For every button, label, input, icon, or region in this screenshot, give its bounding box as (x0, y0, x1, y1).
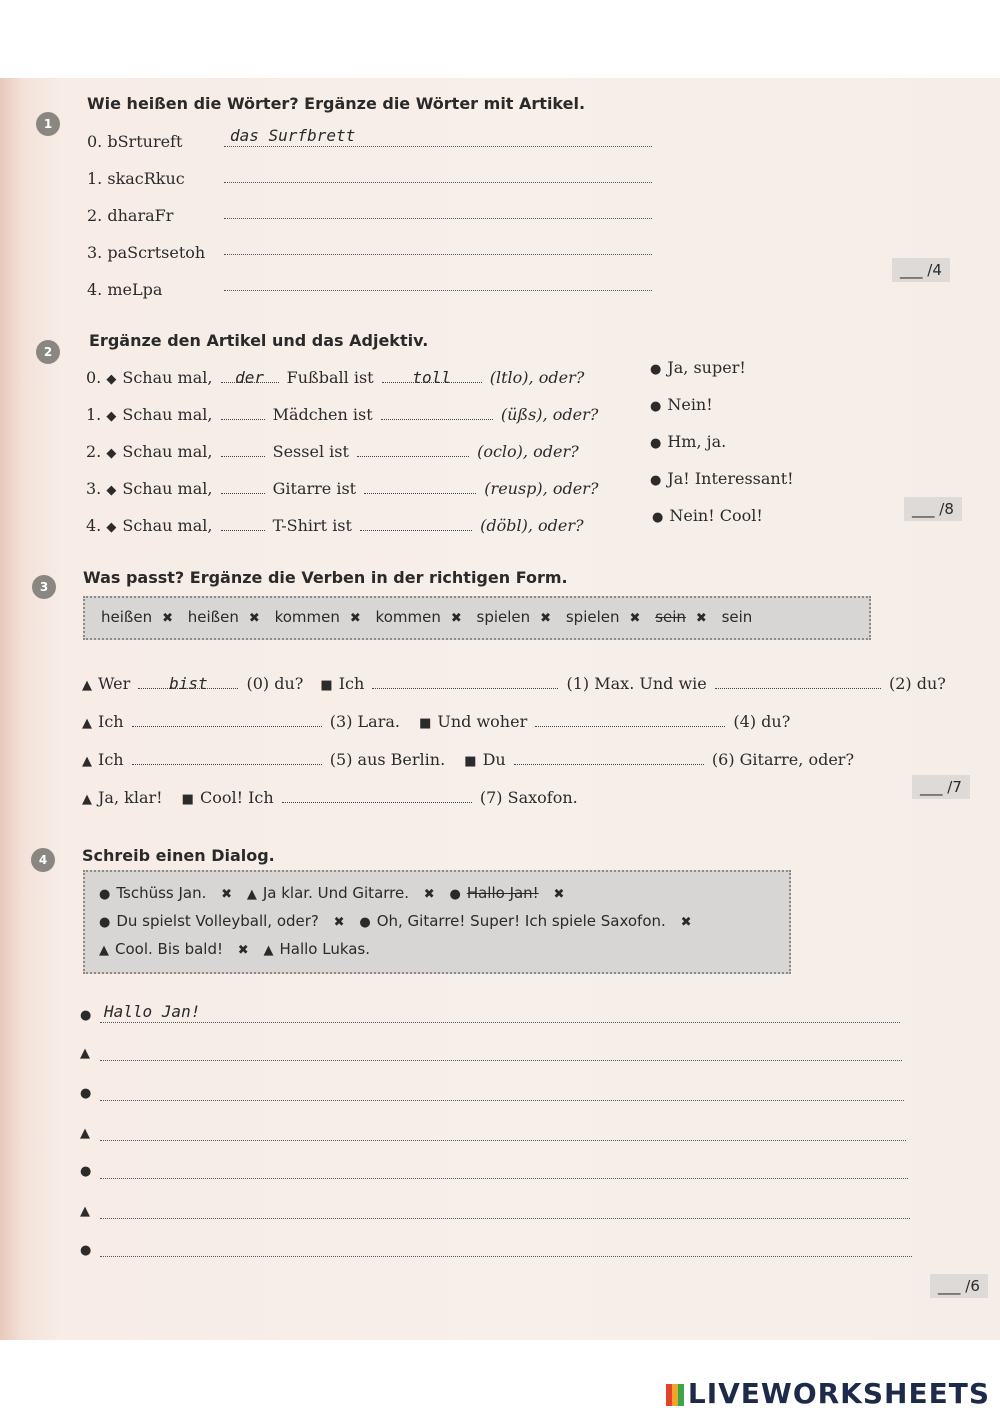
triangle-icon: ▲ (82, 792, 92, 807)
ex3-ich-3: Ich (98, 712, 124, 731)
ex3-word-7: sein (721, 608, 753, 626)
circle-icon: ● (99, 887, 111, 902)
ex1-answer-line-4[interactable] (224, 290, 652, 291)
ex2-article-4[interactable] (221, 516, 265, 531)
ex3-label-3: (3) Lara. (329, 712, 400, 731)
ex3-answer-4[interactable] (535, 712, 725, 727)
circle-icon: ● (359, 915, 371, 930)
ex4-box-row-1 (99, 884, 574, 902)
circle-icon: ● (449, 887, 461, 902)
ex3-answer-7[interactable] (282, 788, 472, 803)
ex2-article-1[interactable] (221, 405, 265, 420)
circle-icon: ● (80, 1243, 92, 1258)
ex2-adjective-4[interactable] (360, 516, 472, 531)
circle-icon: ● (80, 1086, 92, 1101)
ex3-answer-1[interactable] (372, 674, 558, 689)
square-icon: ■ (464, 754, 477, 769)
ex3-label-5: (5) aus Berlin. (329, 750, 446, 769)
ex2-adjective-0[interactable]: toll (382, 368, 482, 383)
ex1-answer-line-3[interactable] (224, 254, 652, 255)
triangle-icon: ▲ (246, 887, 257, 902)
ex2-adjective-1[interactable] (381, 405, 493, 420)
ex2-row-0-hint: (ltlo), oder? (489, 368, 585, 387)
ex4-phrase-gitarre-super: Oh, Gitarre! Super! Ich spiele Saxofon. (376, 912, 666, 930)
circle-icon: ● (650, 399, 662, 414)
exercise-4-title: Schreib einen Dialog. (82, 846, 275, 865)
ex2-row-4-no: 4. (86, 516, 102, 535)
ex2-row-3-hint: (reusp), oder? (484, 479, 599, 498)
ex3-label-7: (7) Saxofon. (479, 788, 578, 807)
ex3-word-0: heißen (101, 608, 153, 626)
cross-icon: ✖ (450, 611, 462, 626)
ex2-row-3-no: 3. (86, 479, 102, 498)
diamond-icon: ◆ (106, 372, 117, 387)
ex2-adjective-3[interactable] (364, 479, 476, 494)
ex4-phrase-ja-klar: Ja klar. Und Gitarre. (262, 884, 409, 902)
cross-icon: ✖ (221, 887, 233, 902)
ex2-reply-2-text: Hm, ja. (667, 432, 727, 451)
ex2-row-3 (86, 479, 598, 498)
ex3-word-3: kommen (375, 608, 441, 626)
ex3-score: ___ /7 (912, 775, 970, 799)
exercise-2-number: 2 (36, 340, 60, 364)
ex2-reply-4 (652, 506, 763, 525)
ex4-phrase-box (83, 870, 791, 974)
diamond-icon: ◆ (106, 409, 117, 424)
liveworksheets-logo (666, 1377, 990, 1410)
ex2-row-0-no: 0. (86, 368, 102, 387)
triangle-icon: ▲ (80, 1204, 90, 1219)
ex2-adjective-2[interactable] (357, 442, 469, 457)
ex3-answer-6[interactable] (514, 750, 704, 765)
ex3-word-5: spielen (565, 608, 620, 626)
ex1-word-1: 1. skacRkuc (87, 169, 185, 188)
ex2-row-2-noun: Sessel ist (272, 442, 349, 461)
ex1-word-2: 2. dharaFr (87, 206, 174, 225)
cross-icon: ✖ (540, 611, 552, 626)
circle-icon: ● (650, 436, 662, 451)
ex2-reply-4-text: Nein! Cool! (669, 506, 763, 525)
square-icon: ■ (181, 792, 194, 807)
ex2-reply-3 (650, 469, 794, 488)
diamond-icon: ◆ (106, 520, 117, 535)
exercise-3-number: 3 (32, 575, 56, 599)
ex3-line-4 (82, 788, 578, 807)
ex1-word-0: 0. bSrtureft (87, 132, 183, 151)
worksheet-page (0, 78, 1000, 1340)
ex2-row-4-pre: Schau mal, (122, 516, 213, 535)
ex3-answer-2[interactable] (715, 674, 881, 689)
ex4-dialog-line-5[interactable] (100, 1178, 908, 1179)
triangle-icon: ▲ (82, 754, 92, 769)
triangle-icon: ▲ (82, 716, 92, 731)
ex3-answer-5[interactable] (132, 750, 322, 765)
diamond-icon: ◆ (106, 446, 117, 461)
ex2-reply-3-text: Ja! Interessant! (667, 469, 794, 488)
ex2-row-0-noun: Fußball ist (286, 368, 374, 387)
ex3-answer-0[interactable]: bist (138, 674, 238, 689)
ex2-score: ___ /8 (904, 497, 962, 521)
ex2-row-0 (86, 368, 584, 387)
ex4-score: ___ /6 (930, 1274, 988, 1298)
ex2-row-3-noun: Gitarre ist (272, 479, 357, 498)
circle-icon: ● (99, 915, 111, 930)
ex4-phrase-tschuess: Tschüss Jan. (116, 884, 207, 902)
ex2-row-1-noun: Mädchen ist (272, 405, 373, 424)
ex2-row-3-pre: Schau mal, (122, 479, 213, 498)
ex2-article-3[interactable] (221, 479, 265, 494)
ex3-line-1 (82, 674, 946, 693)
cross-icon: ✖ (248, 611, 260, 626)
ex3-cool-ich: Cool! Ich (199, 788, 274, 807)
square-icon: ■ (419, 716, 432, 731)
ex4-dialog-answer-1: Hallo Jan! (104, 1002, 201, 1021)
diamond-icon: ◆ (106, 483, 117, 498)
ex3-label-4: (4) du? (733, 712, 791, 731)
logo-text: LIVEWORKSHEETS (687, 1377, 990, 1410)
ex3-line-3 (82, 750, 854, 769)
ex2-row-2 (86, 442, 579, 461)
ex4-dialog-line-3[interactable] (100, 1100, 904, 1101)
cross-icon: ✖ (553, 887, 565, 902)
ex2-article-2[interactable] (221, 442, 265, 457)
ex2-row-2-no: 2. (86, 442, 102, 461)
ex2-row-2-hint: (oclo), oder? (477, 442, 579, 461)
ex3-du: Du (482, 750, 506, 769)
ex2-reply-0 (650, 358, 746, 377)
cross-icon: ✖ (349, 611, 361, 626)
ex2-row-1 (86, 405, 598, 424)
ex3-word-box (83, 596, 871, 640)
ex4-dialog-line-7[interactable] (100, 1256, 912, 1257)
ex3-ja-klar: Ja, klar! (98, 788, 163, 807)
exercise-1-title: Wie heißen die Wörter? Ergänze die Wörter mit Artikel. (87, 94, 586, 113)
ex4-dialog-line-2[interactable] (100, 1060, 902, 1061)
ex4-phrase-hallo-lukas: Hallo Lukas. (279, 940, 371, 958)
ex3-label-2: (2) du? (888, 674, 946, 693)
ex2-row-0-pre: Schau mal, (122, 368, 213, 387)
triangle-icon: ▲ (82, 678, 92, 693)
ex4-phrase-hallo-jan: Hallo Jan! (466, 884, 539, 902)
cross-icon: ✖ (629, 611, 641, 626)
ex2-reply-2 (650, 432, 726, 451)
ex2-article-0[interactable]: der (221, 368, 279, 383)
cross-icon: ✖ (423, 887, 435, 902)
circle-icon: ● (80, 1008, 92, 1023)
ex2-reply-1 (650, 395, 713, 414)
ex1-answer-0: das Surfbrett (230, 126, 356, 145)
ex3-label-0: (0) du? (246, 674, 304, 693)
cross-icon: ✖ (680, 915, 692, 930)
ex3-word-2: kommen (274, 608, 340, 626)
ex1-word-4: 4. meLpa (87, 280, 163, 299)
square-icon: ■ (320, 678, 333, 693)
ex3-label-6: (6) Gitarre, oder? (711, 750, 855, 769)
cross-icon: ✖ (333, 915, 345, 930)
circle-icon: ● (652, 510, 664, 525)
ex4-dialog-line-4[interactable] (100, 1140, 906, 1141)
ex2-row-1-pre: Schau mal, (122, 405, 213, 424)
ex3-word-6-used: sein (655, 608, 686, 626)
ex1-answer-line-0[interactable] (224, 146, 652, 147)
ex3-ich-5: Ich (98, 750, 124, 769)
ex2-row-2-pre: Schau mal, (122, 442, 213, 461)
ex2-reply-0-text: Ja, super! (667, 358, 746, 377)
triangle-icon: ▲ (99, 943, 109, 958)
ex3-word-4: spielen (476, 608, 531, 626)
circle-icon: ● (80, 1164, 92, 1179)
ex2-row-4-noun: T-Shirt ist (272, 516, 352, 535)
logo-icon (666, 1384, 684, 1406)
ex4-phrase-bis-bald: Cool. Bis bald! (115, 940, 223, 958)
ex3-line-2 (82, 712, 790, 731)
ex2-reply-1-text: Nein! (667, 395, 713, 414)
ex3-ich-1: Ich (338, 674, 365, 693)
cross-icon: ✖ (237, 943, 249, 958)
ex4-box-row-3 (99, 940, 370, 958)
ex3-label-1: (1) Max. Und wie (566, 674, 707, 693)
ex4-dialog-line-6[interactable] (100, 1218, 910, 1219)
ex1-word-3: 3. paScrtsetoh (87, 243, 206, 262)
triangle-icon: ▲ (80, 1126, 90, 1141)
triangle-icon: ▲ (80, 1046, 90, 1061)
ex3-word-1: heißen (187, 608, 239, 626)
exercise-3-title: Was passt? Ergänze die Verben in der richtigen Form. (83, 568, 568, 587)
exercise-1-number: 1 (36, 112, 60, 136)
ex3-word-list (101, 608, 752, 626)
ex1-answer-line-2[interactable] (224, 218, 652, 219)
ex2-row-1-hint: (üßs), oder? (500, 405, 599, 424)
exercise-4-number: 4 (31, 848, 55, 872)
ex3-answer-3[interactable] (132, 712, 322, 727)
ex2-row-4-hint: (döbl), oder? (480, 516, 584, 535)
ex2-row-1-no: 1. (86, 405, 102, 424)
ex1-answer-line-1[interactable] (224, 182, 652, 183)
exercise-2-title: Ergänze den Artikel und das Adjektiv. (89, 331, 429, 350)
ex2-row-4 (86, 516, 584, 535)
triangle-icon: ▲ (263, 943, 274, 958)
ex3-wer: Wer (98, 674, 131, 693)
ex4-box-row-2 (99, 912, 701, 930)
ex1-score: ___ /4 (892, 258, 950, 282)
circle-icon: ● (650, 473, 662, 488)
cross-icon: ✖ (695, 611, 707, 626)
ex3-und-woher: Und woher (437, 712, 528, 731)
cross-icon: ✖ (162, 611, 173, 626)
circle-icon: ● (650, 362, 662, 377)
ex4-phrase-volleyball: Du spielst Volleyball, oder? (116, 912, 319, 930)
ex4-dialog-line-1[interactable] (100, 1022, 900, 1023)
